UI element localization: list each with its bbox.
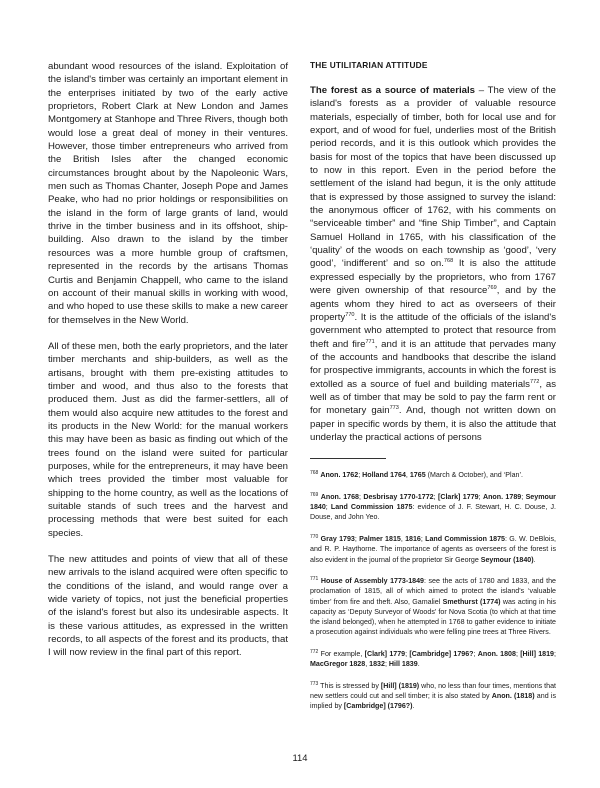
footnotes: [310, 470, 556, 711]
footnote-number: 770: [310, 534, 319, 541]
footnote-ref: 769: [487, 285, 497, 292]
footnote-number: 772: [310, 648, 319, 655]
footnote-ref: 770: [345, 312, 355, 319]
footnote-ref: 771: [365, 338, 375, 345]
footnote-number: 769: [310, 491, 319, 498]
right-column: [310, 60, 556, 723]
footnote-ref: 768: [443, 258, 454, 265]
footnote-ref: 772: [529, 378, 540, 385]
section-heading: THE UTILITARIAN ATTITUDE: [310, 60, 428, 70]
paragraph: abundant wood resources of the island. Exploitation of the island's timber was certainly an important element in the enterprises initiated by two of the early active proprietors, Robert Clark at New London and James Montgomery at Stanhope and Three Rivers, though both would lose a great deal of money in their ventures. However, those timber entrepreneurs who arrived from the British Isles after the changed economic circumstances brought about by the Napoleonic Wars, men such as Thomas Chanter, Joseph Pope and James Peake, who had no prior holdings or responsibilities on the island in the form of large grants of land, would thrive in the timber business and in its offshoot, ship-building. Also drawn to the island by the timber resources was a more humble group of craftsmen, represented in the records by the artisans Thomas Curtis and Benjamin Chappell, who came to the island on account of their manual skills in working with wood, and who hoped to use these skills to make a new career for themselves in the New World.: [48, 61, 288, 326]
paragraph: The new attitudes and points of view that all of these new arrivals to the island acquired were often specific to the conditions of the island, and would range over a wide variety of topics, not just the beneficial properties of the island's forest but also its undesirable aspects. It is these various attitudes, as expressed in the written records, to all aspects of the forest and its products, that I will now review in the final part of this report.: [48, 554, 288, 659]
footnote: $^{772}$ For example, [Clark] 1779; [Cambridge] 1796?; Anon. 1808; [Hill] 1819; MacGregor 1828, 1832; Hill 1839.: [310, 648, 556, 669]
footnote-number: 771: [310, 576, 319, 583]
paragraph: The forest as a source of materials – The view of the island's forests as a provider of valuable resource materials, especially of timber, both for local use and for export, and of wood for fuel, underlies most of the British period records, and it is this outlook which provides the basis for most of the topics that have been discussed up to now in this report. Even in the period before the settlement of the island had begun, it is the only attitude that is expressed by those assigned to survey the island: the anonymous officer of 1762, with his comments on “serviceable timber” and “fine Ship Timber”, and Captain Samuel Holland in 1765, with his classification of the ‘quality’ of the woods on each township as ‘good’, ‘very good’, ‘indifferent’ and so on.$^{768}$ It is also the attitude expressed especially by the proprietors, who from 1767 were given ownership of that resource$^{769}$, and by the agents whom they hired to act as overseers of their property$^{770}$. It is the attitude of the officials of the island's government who attempted to protect that resource from theft and fire$^{771}$, and it is an attitude that pervades many of the accounts and handbooks that describe the island for prospective immigrants, accounts in which the forest is extolled as a source of fuel and building materials$^{772}$, as well as of timber that may be sold to pay the farm rent or for monetary gain$^{773}$. And, though not written down on paper in specific words by them, it is also the attitude that underlay the practical actions of persons: [310, 85, 557, 443]
page-number: 114: [292, 752, 308, 763]
footnote: $^{770}$ Gray 1793; Palmer 1815, 1816; Land Commission 1875: G. W. DeBlois, and R. P. Haythorne. The importance of agents as overseers of the forest is also evident in the journal of the proprietor Sir George Seymour (1840).: [310, 534, 556, 564]
footnote: $^{768}$ Anon. 1762; Holland 1764, 1765 (March & October), and ‘Plan’.: [310, 470, 524, 480]
footnote: $^{773}$ This is stressed by [Hill] (1819) who, no less than four times, mentions that new settlers could cut and sell timber; it is also stated by Anon. (1818) and is implied by [Cambridge] (1796?).: [310, 680, 556, 711]
footnote: $^{771}$ House of Assembly 1773-1849: see the acts of 1780 and 1833, and the proclamation of 1815, all of which aimed to protect the island's ‘valuable timber’ from fire and theft. Also, Gamaliel Smethurst (1774) was acting in his capacity as ‘Deputy Surveyor of Woods’ for Nova Scotia (to which at that time the island belonged), when he attempted in 1768 to gather evidence to initiate a prosecution against individuals who were felling pine trees at Three Rivers.: [310, 576, 557, 637]
paragraph: All of these men, both the early proprietors, and the later timber merchants and ship-builders, as well as the artisans, brought with them pre-existing attitudes to timber and wood, and thus also to the forests that produced them. Just as did the farmer-settlers, all of them would also acquire new attitudes to the forest and its products in the New World: for the manual workers this may have been as basic as finding out which of the trees found on the island were suited for particular purposes, while for the entrepreneurs, it may have been which trees provided the timber most valuable for shipping to the home country, as well as the locations of suitable stands of such trees and the harvest and processing methods that were best suited for each species.: [48, 340, 288, 539]
footnote-number: 773: [310, 680, 319, 687]
footnote: $^{769}$ Anon. 1768; Desbrisay 1770-1772; [Clark] 1779; Anon. 1789; Seymour 1840; Land Commission 1875: evidence of J. F. Stewart, H. C. Douse, J. Douse, and John Yeo.: [310, 491, 556, 522]
footnote-number: 768: [310, 470, 319, 477]
footnote-ref: 773: [389, 405, 399, 412]
footnote-divider: [310, 458, 386, 459]
paragraph-lead-in: The forest as a source of materials: [310, 85, 475, 96]
left-column: [48, 60, 288, 660]
